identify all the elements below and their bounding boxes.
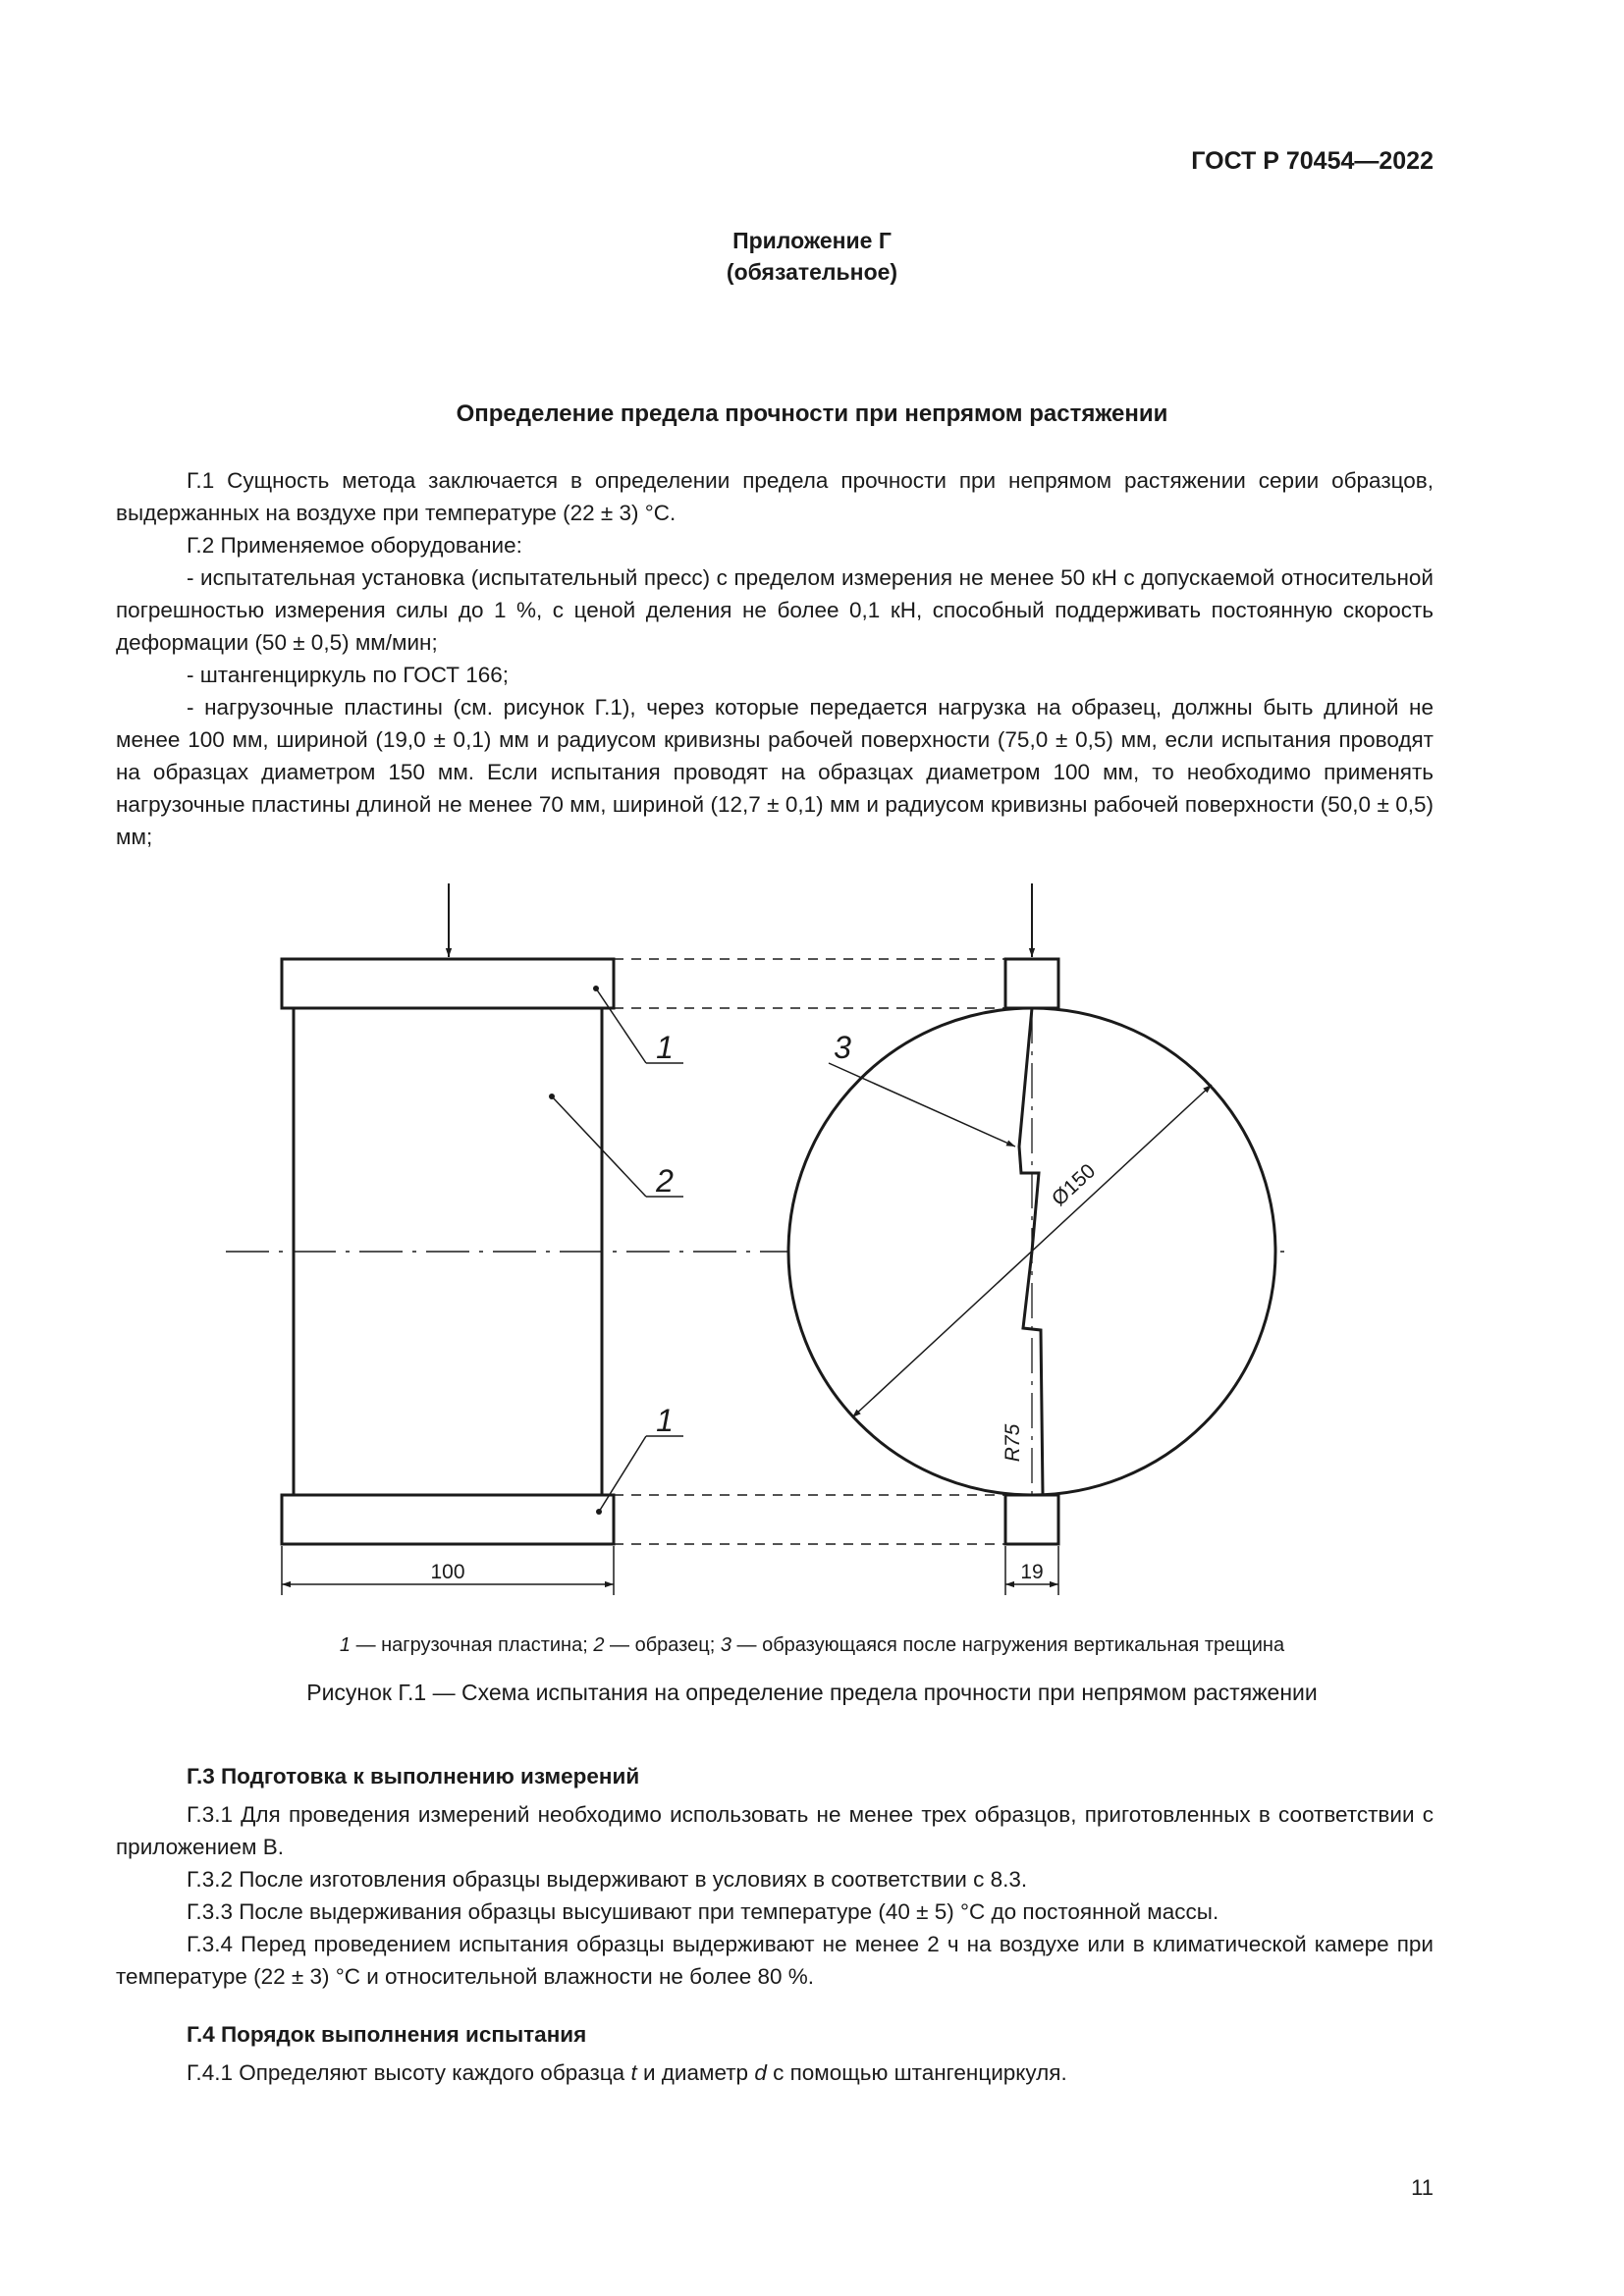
radius-text: R75 bbox=[1001, 1423, 1024, 1463]
leader-dot-1-top bbox=[593, 986, 599, 991]
figure-caption: Рисунок Г.1 — Схема испытания на определение предела прочности при непрямом растяжении bbox=[306, 1680, 1318, 1705]
list-item-press: - испытательная установка (испытательный пресс) с пределом измерения не менее 50 кН с допускаемой относительной погрешностью измерения силы до 1 %, с ценой деления не более 0,1 кН, способный поддерживать постоянную скорость деформации (50 ± 0,5) мм/мин; bbox=[116, 565, 1434, 655]
paragraph-g3-3: Г.3.3 После выдерживания образцы высушивают при температуре (40 ± 5) °С до постоянной массы. bbox=[187, 1899, 1219, 1924]
leader-dot-1-bottom bbox=[596, 1509, 602, 1515]
section-g3 bbox=[116, 1760, 1434, 1993]
dimension-width-text: 19 bbox=[1020, 1561, 1044, 1583]
label-1-bottom: 1 bbox=[656, 1403, 674, 1438]
load-plate-top-section bbox=[1005, 959, 1058, 1008]
load-plate-bottom bbox=[282, 1495, 614, 1544]
appendix-title: Приложение Г bbox=[732, 228, 892, 253]
paragraph-g3-4: Г.3.4 Перед проведением испытания образцы выдерживают не менее 2 ч на воздухе или в климатической камере при температуре (22 ± 3) °С и относительной влажности не более 80 %. bbox=[116, 1932, 1434, 1989]
load-plate-bottom-section bbox=[1005, 1495, 1058, 1544]
page-number: 11 bbox=[1411, 2175, 1434, 2200]
standard-number: ГОСТ Р 70454—2022 bbox=[1191, 147, 1434, 175]
list-item-plates: - нагрузочные пластины (см. рисунок Г.1), через которые передается нагрузка на образец, должны быть длиной не менее 100 мм, шириной (19,0 ± 0,1) мм и радиусом кривизны рабочей поверхности (75,0 ± 0,5) мм, если испытания проводят на образцах диаметром 150 мм. Если испытания проводят на образцах диаметром 100 мм, то необходимо применять нагрузочные пластины длиной не менее 70 мм, шириной (12,7 ± 0,1) мм и радиусом кривизны рабочей поверхности (50,0 ± 0,5) мм; bbox=[116, 695, 1434, 849]
leader-line-1-top bbox=[596, 988, 646, 1063]
list-item-caliper: - штангенциркуль по ГОСТ 166; bbox=[187, 663, 510, 687]
section-title: Определение предела прочности при непрямом растяжении bbox=[456, 400, 1168, 427]
leader-dot-2 bbox=[549, 1094, 555, 1099]
heading-g4: Г.4 Порядок выполнения испытания bbox=[187, 2022, 587, 2047]
label-2: 2 bbox=[656, 1163, 674, 1199]
label-3: 3 bbox=[834, 1030, 851, 1065]
load-plate-top bbox=[282, 959, 614, 1008]
leader-line-2 bbox=[552, 1096, 646, 1197]
figure-legend: 1 — нагрузочная пластина; 2 — образец; 3 — образующаяся после нагружения вертикальная трещина bbox=[339, 1634, 1285, 1656]
paragraph-g2: Г.2 Применяемое оборудование: bbox=[187, 533, 522, 558]
leader-line-1-bottom bbox=[599, 1436, 646, 1512]
diameter-text: Ø150 bbox=[1047, 1159, 1101, 1211]
section-g4 bbox=[116, 2018, 1434, 2089]
dimension-length-text: 100 bbox=[430, 1561, 465, 1583]
paragraph-g3-1: Г.3.1 Для проведения измерений необходимо использовать не менее трех образцов, приготовленных в соответствии с приложением В. bbox=[116, 1802, 1434, 1859]
heading-g3: Г.3 Подготовка к выполнению измерений bbox=[187, 1764, 640, 1789]
appendix-status: (обязательное) bbox=[726, 259, 898, 285]
paragraph-g3-2: Г.3.2 После изготовления образцы выдерживают в условиях в соответствии с 8.3. bbox=[187, 1867, 1028, 1892]
paragraph-g1: Г.1 Сущность метода заключается в определении предела прочности при непрямом растяжении серии образцов, выдержанных на воздухе при температуре (22 ± 3) °С. bbox=[116, 468, 1434, 525]
body-intro bbox=[116, 464, 1434, 853]
figure-g1 bbox=[0, 864, 1624, 1629]
label-1-top: 1 bbox=[656, 1030, 674, 1065]
paragraph-g4-1: Г.4.1 Определяют высоту каждого образца t и диаметр d с помощью штангенциркуля. bbox=[187, 2060, 1067, 2085]
